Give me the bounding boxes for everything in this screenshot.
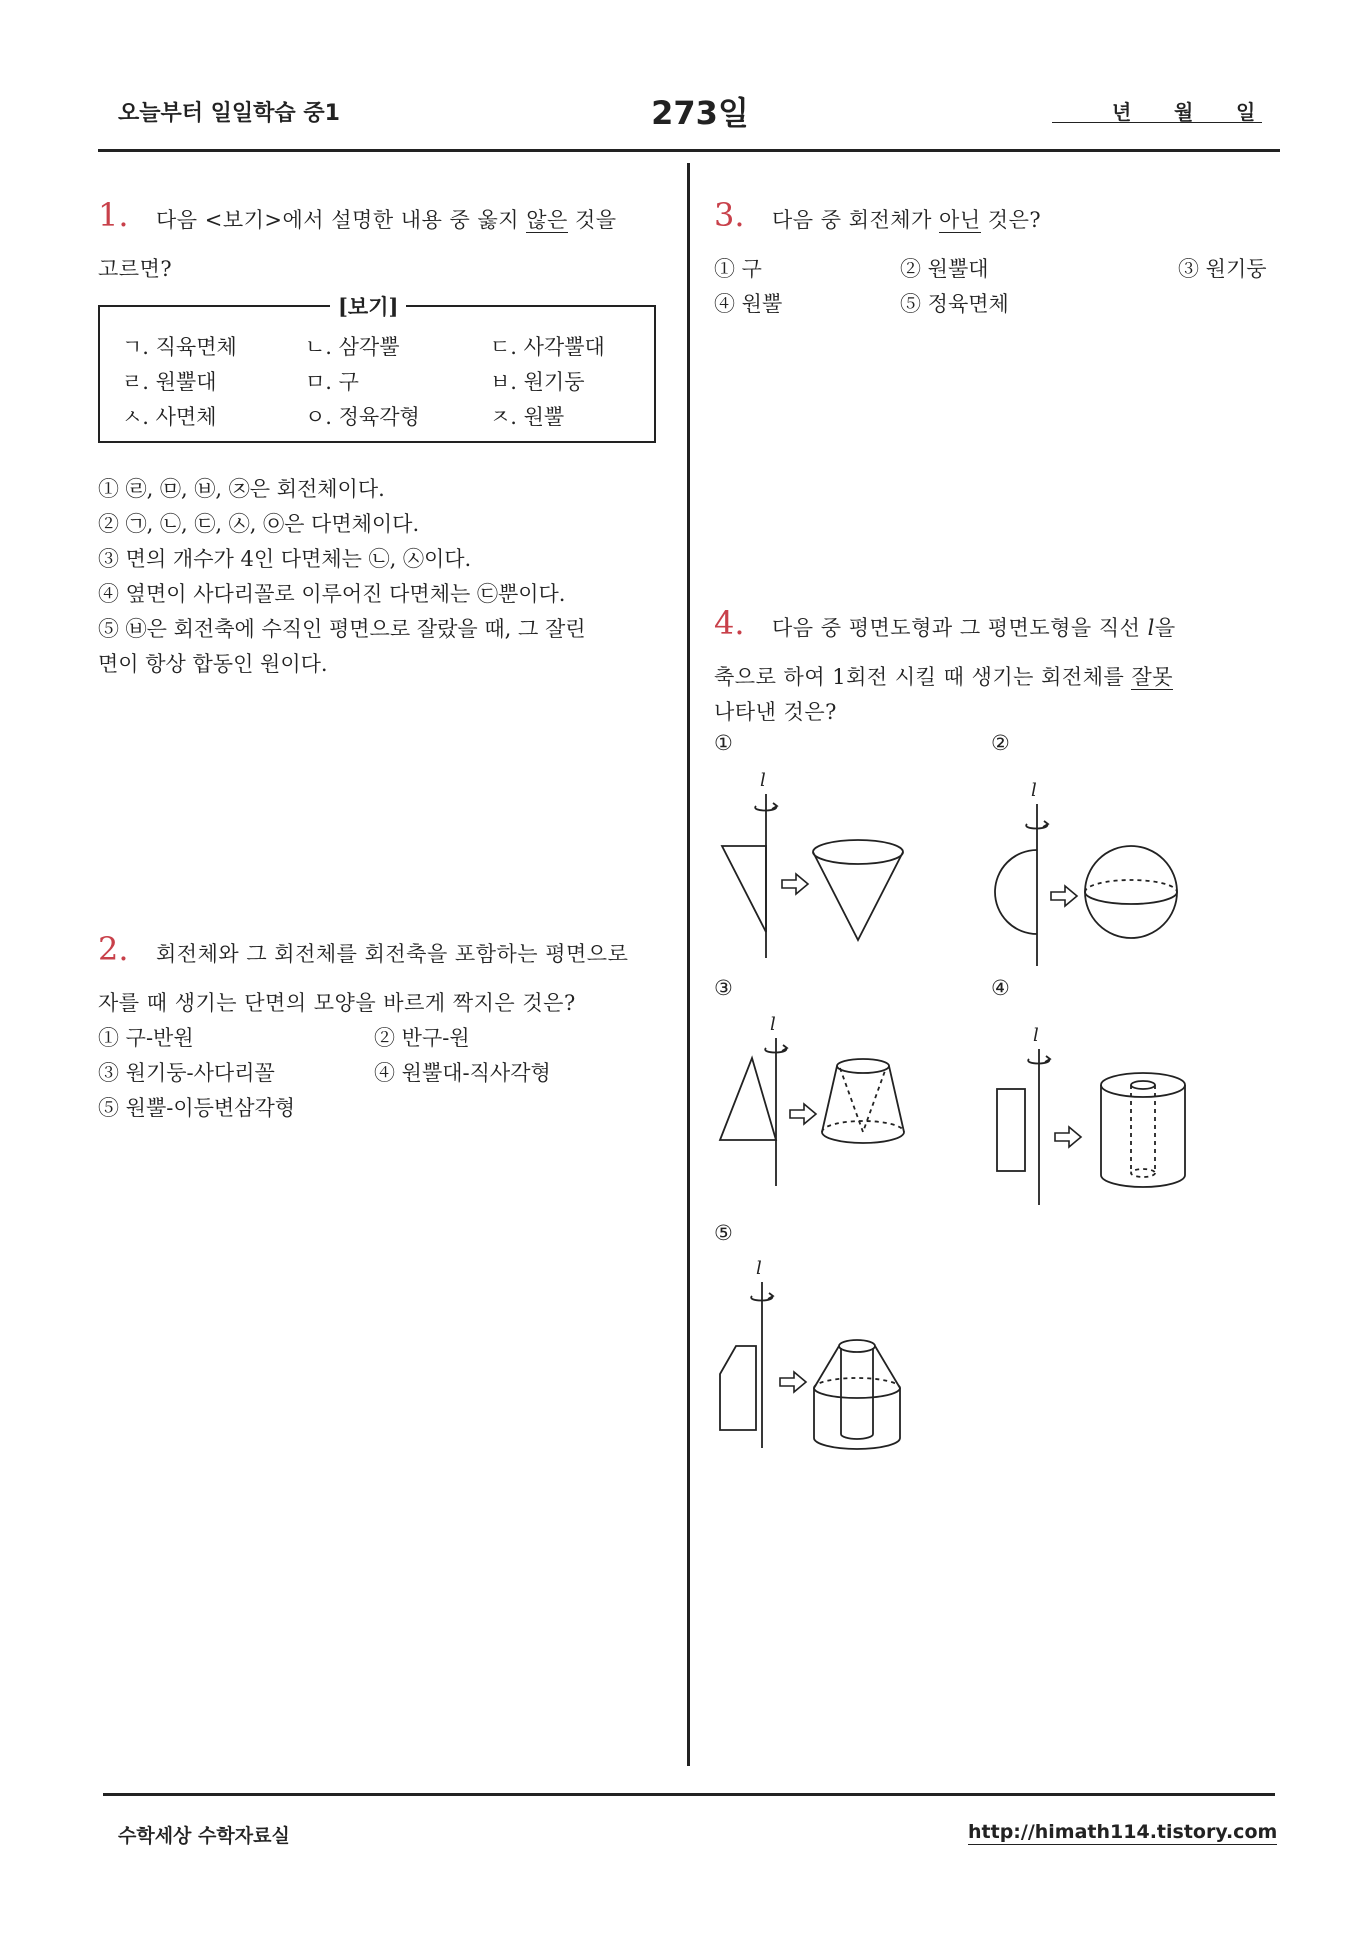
q3-text: 다음 중 회전체가 아닌 것은?: [772, 208, 1042, 232]
triangle-shape: [720, 1058, 776, 1140]
header-rule: [98, 149, 1280, 152]
q1-number: 1.: [98, 196, 129, 234]
sphere-equator-front: [1085, 892, 1177, 904]
arrow-icon: [782, 874, 808, 894]
footer-url-link[interactable]: http://himath114.tistory.com: [968, 1821, 1278, 1843]
q4-choice-2-label[interactable]: ②: [991, 731, 1010, 755]
bogi-item: ㅅ. 사면체: [122, 405, 217, 429]
q2-text-line2: 자를 때 생기는 단면의 모양을 바르게 짝지은 것은?: [98, 991, 576, 1015]
bogi-item: ㄹ. 원뿔대: [122, 370, 217, 394]
q4-text-line3: 나타낸 것은?: [714, 700, 837, 724]
hole-top: [1131, 1081, 1155, 1089]
sphere-equator-back: [1085, 880, 1177, 892]
frustum-side-left: [822, 1066, 837, 1132]
q4-figure-4: [985, 1025, 1205, 1215]
q3-choice-4[interactable]: ④ 원뿔: [714, 292, 783, 316]
q4-choice-3-label[interactable]: ③: [714, 976, 733, 1000]
q2-choice-4[interactable]: ④ 원뿔대-직사각형: [374, 1061, 551, 1085]
date-month-label: 월: [1174, 100, 1194, 124]
day-number: 273일: [651, 94, 749, 132]
series-title: 오늘부터 일일학습 중1: [118, 101, 340, 126]
q4-figure-2: [985, 780, 1205, 970]
frustum-top: [837, 1059, 889, 1073]
arrow-icon: [780, 1372, 806, 1392]
bogi-title: [보기]: [330, 291, 406, 321]
footer-rule: [103, 1793, 1275, 1796]
cylinder-bottom-front: [1101, 1175, 1185, 1187]
q4-number: 4.: [714, 604, 745, 642]
bogi-item: ㄱ. 직육면체: [122, 335, 237, 359]
q4-figure-5: [710, 1258, 930, 1458]
q2-text: 회전체와 그 회전체를 회전축을 포함하는 평면으로: [156, 942, 629, 966]
axis-label: l: [770, 1014, 776, 1035]
hole-bottom: [1131, 1169, 1155, 1177]
q1-choice-5-cont: 면이 항상 합동인 원이다.: [98, 652, 328, 676]
axis-label: l: [1033, 1025, 1039, 1046]
cone-base: [813, 840, 903, 864]
top-small-ellipse: [839, 1340, 875, 1352]
q4-underlined-word: 잘못: [1131, 665, 1174, 689]
semicircle-shape: [995, 850, 1037, 934]
date-day-label: 일: [1236, 100, 1256, 124]
triangle-shape: [722, 846, 766, 932]
axis-label: l: [760, 770, 766, 791]
date-field: [1052, 96, 1262, 123]
pentagon-shape: [720, 1346, 756, 1430]
bogi-item: ㄷ. 사각뿔대: [490, 335, 605, 359]
cone-sides: [813, 852, 903, 940]
q3-choice-2[interactable]: ② 원뿔대: [900, 257, 989, 281]
date-year-label: 년: [1112, 100, 1132, 124]
arrow-icon: [790, 1104, 816, 1124]
q1-choice-1[interactable]: ① ㉣, ㉤, ㉥, ㉨은 회전체이다.: [98, 477, 385, 501]
bogi-item: ㅂ. 원기둥: [490, 370, 585, 394]
slant-left: [814, 1346, 839, 1388]
q4-choice-1-label[interactable]: ①: [714, 731, 733, 755]
q1-text: 다음 <보기>에서 설명한 내용 중 옳지 않은 것을: [156, 208, 617, 232]
bogi-item: ㅇ. 정육각형: [305, 405, 420, 429]
column-divider: [687, 163, 690, 1766]
rectangle-shape: [997, 1089, 1025, 1171]
q2-choice-5[interactable]: ⑤ 원뿔-이등변삼각형: [98, 1096, 296, 1120]
bogi-item: ㅈ. 원뿔: [490, 405, 565, 429]
footer-source: 수학세상 수학자료실: [118, 1825, 290, 1847]
q3-choice-3[interactable]: ③ 원기둥: [1178, 257, 1267, 281]
q1-choice-2[interactable]: ② ㉠, ㉡, ㉢, ㉦, ㉧은 다면체이다.: [98, 512, 420, 536]
mid-ellipse-back: [814, 1378, 900, 1388]
q4-choice-4-label[interactable]: ④: [991, 976, 1010, 1000]
q3-underlined-word: 아닌: [939, 208, 981, 232]
q4-figure-1: [710, 770, 930, 960]
q3-number: 3.: [714, 196, 745, 234]
frustum-bottom-front: [822, 1132, 904, 1143]
q1-choice-3[interactable]: ③ 면의 개수가 4인 다면체는 ㉡, ㉦이다.: [98, 547, 472, 571]
q1-underlined-word: 않은: [526, 208, 568, 232]
arrow-icon: [1051, 886, 1077, 906]
q3-choice-5[interactable]: ⑤ 정육면체: [900, 292, 1009, 316]
q1-choice-4[interactable]: ④ 옆면이 사다리꼴로 이루어진 다면체는 ㉢뿐이다.: [98, 582, 566, 606]
q4-axis-letter: l: [1147, 616, 1155, 640]
frustum-side-right: [889, 1066, 904, 1132]
axis-label: l: [756, 1258, 762, 1279]
hole-bottom-front: [841, 1434, 873, 1439]
q4-choice-5-label[interactable]: ⑤: [714, 1221, 733, 1245]
q4-text: 다음 중 평면도형과 그 평면도형을 직선 l을: [772, 616, 1176, 640]
cylinder-top: [1101, 1073, 1185, 1097]
q1-text-line2: 고르면?: [98, 257, 173, 281]
q2-choice-2[interactable]: ② 반구-원: [374, 1026, 470, 1050]
hidden-cone-lines: [840, 1068, 886, 1132]
bogi-item: ㄴ. 삼각뿔: [305, 335, 400, 359]
q2-choice-3[interactable]: ③ 원기둥-사다리꼴: [98, 1061, 275, 1085]
q2-number: 2.: [98, 930, 129, 968]
mid-ellipse-front: [814, 1388, 900, 1398]
q4-figure-3: [710, 1010, 930, 1200]
axis-label: l: [1031, 780, 1037, 801]
q4-text-line2: 축으로 하여 1회전 시킬 때 생기는 회전체를 잘못: [714, 665, 1174, 689]
q1-choice-5[interactable]: ⑤ ㉥은 회전축에 수직인 평면으로 잘랐을 때, 그 잘린: [98, 617, 586, 641]
q2-choice-1[interactable]: ① 구-반원: [98, 1026, 194, 1050]
bogi-item: ㅁ. 구: [305, 370, 359, 394]
slant-right: [875, 1346, 900, 1388]
q3-choice-1[interactable]: ① 구: [714, 257, 762, 281]
arrow-icon: [1055, 1127, 1081, 1147]
sphere-outline: [1085, 846, 1177, 938]
